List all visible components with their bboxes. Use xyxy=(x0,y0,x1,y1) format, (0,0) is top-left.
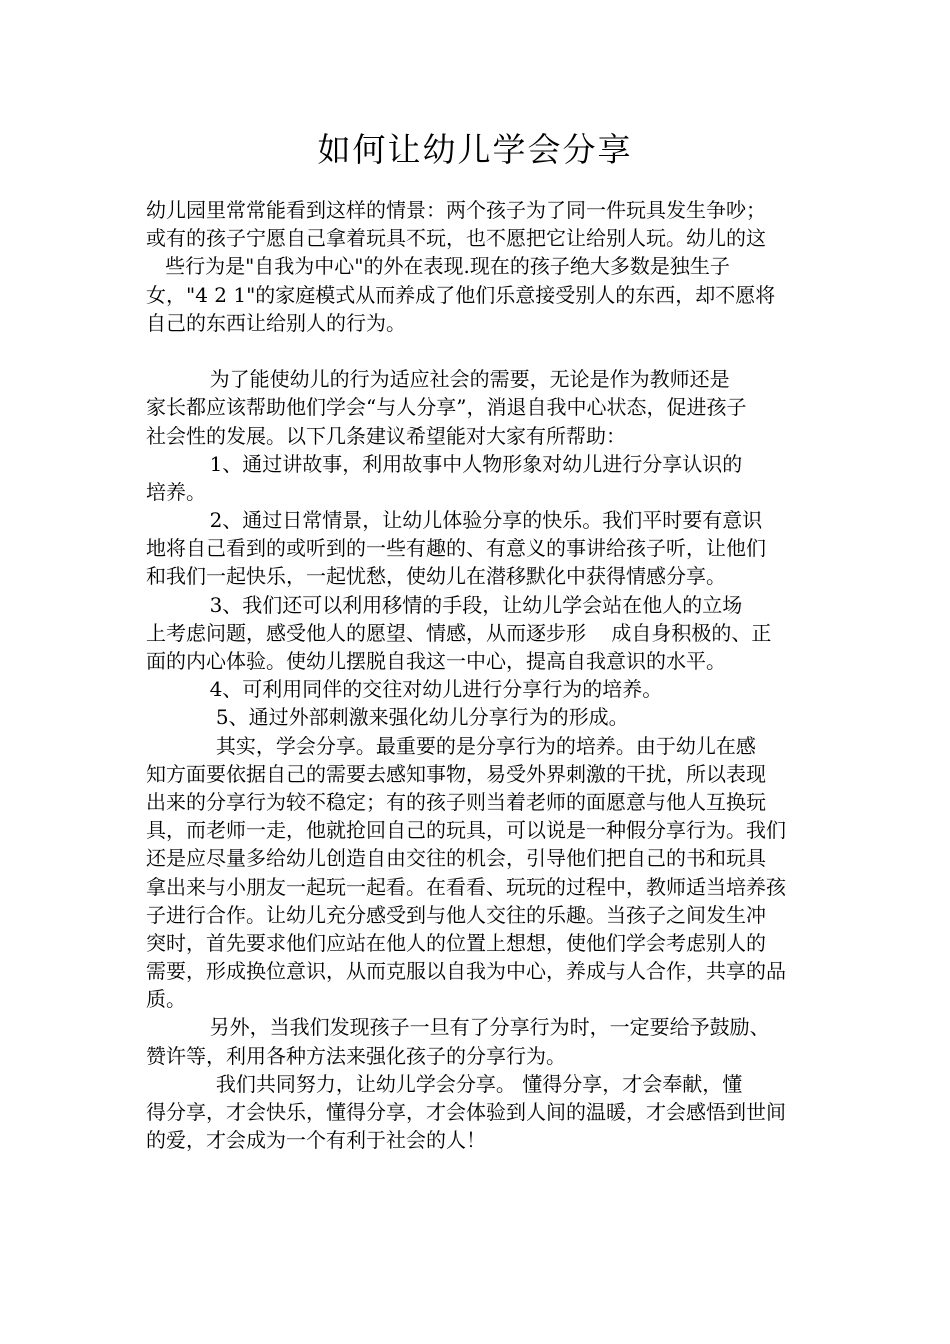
text-line: 面的内心体验。使幼儿摆脱自我这一中心，提高自我意识的水平。 xyxy=(146,649,726,673)
text-line: 突时，首先要求他们应站在他人的位置上想想，使他们学会考虑别人的 xyxy=(146,930,766,955)
text-line: 质。 xyxy=(146,987,186,1012)
text-line: 社会性的发展。以下几条建议希望能对大家有所帮助： xyxy=(146,423,626,448)
text-line: 还是应尽量多给幼儿创造自由交往的机会，引导他们把自己的书和玩具 xyxy=(146,846,766,871)
text-line: 知方面要依据自己的需要去感知事物，易受外界刺激的干扰，所以表现 xyxy=(146,761,766,786)
text-line: 需要，形成换位意识，从而克服以自我为中心，养成与人合作，共享的品 xyxy=(146,959,786,984)
text-line: 幼儿园里常常能看到这样的情景：两个孩子为了同一件玩具发生争吵； xyxy=(146,198,766,222)
text-line: 些行为是"自我为中心"的外在表现.现在的孩子绝大多数是独生子 xyxy=(146,254,730,279)
text-line: 女，"4 2 1"的家庭模式从而养成了他们乐意接受别人的东西，却不愿将 xyxy=(146,282,776,307)
text-line: 我们共同努力，让幼儿学会分享。 懂得分享，才会奉献，懂 xyxy=(146,1071,743,1096)
text-line: 或有的孩子宁愿自己拿着玩具不玩，也不愿把它让给别人玩。幼儿的这 xyxy=(146,226,766,251)
text-line: 为了能使幼儿的行为适应社会的需要，无论是作为教师还是 xyxy=(146,367,730,392)
text-line: 5、通过外部刺激来强化幼儿分享行为的形成。 xyxy=(146,705,629,730)
text-line: 赞许等，利用各种方法来强化孩子的分享行为。 xyxy=(146,1043,566,1068)
text-line: 2、通过日常情景，让幼儿体验分享的快乐。我们平时要有意识 xyxy=(146,508,763,533)
text-line: 上考虑问题，感受他人的愿望、情感，从而逐步形 成自身积极的、正 xyxy=(146,620,772,645)
text-line: 得分享，才会快乐，懂得分享，才会体验到人间的温暖，才会感悟到世间 xyxy=(146,1100,786,1124)
text-line: 3、我们还可以利用移情的手段，让幼儿学会站在他人的立场 xyxy=(146,592,743,617)
text-line: 4、可利用同伴的交往对幼儿进行分享行为的培养。 xyxy=(146,677,663,702)
text-line: 具，而老师一走，他就抢回自己的玩具，可以说是一种假分享行为。我们 xyxy=(146,818,786,843)
text-line: 拿出来与小朋友一起玩一起看。在看看、玩玩的过程中，教师适当培养孩 xyxy=(146,874,786,899)
document-title: 如何让幼儿学会分享 xyxy=(317,130,633,169)
text-line: 地将自己看到的或听到的一些有趣的、有意义的事讲给孩子听，让他们 xyxy=(146,536,766,561)
text-line: 其实，学会分享。最重要的是分享行为的培养。由于幼儿在感 xyxy=(146,733,756,758)
text-line: 另外，当我们发现孩子一旦有了分享行为时，一定要给予鼓励、 xyxy=(146,1015,770,1040)
text-line: 的爱，才会成为一个有利于社会的人！ xyxy=(146,1128,486,1153)
text-line: 家长都应该帮助他们学会“与人分享”，消退自我中心状态，促进孩子 xyxy=(146,395,747,420)
text-line: 自己的东西让给别人的行为。 xyxy=(146,310,406,335)
document-body xyxy=(146,196,826,1154)
text-line: 出来的分享行为较不稳定；有的孩子则当着老师的面愿意与他人互换玩 xyxy=(146,789,766,814)
text-line: 和我们一起快乐，一起忧愁，使幼儿在潜移默化中获得情感分享。 xyxy=(146,564,726,589)
text-line: 培养。 xyxy=(146,479,206,504)
text-line: 1、通过讲故事，利用故事中人物形象对幼儿进行分享认识的 xyxy=(146,451,743,476)
text-line: 子进行合作。让幼儿充分感受到与他人交往的乐趣。当孩子之间发生冲 xyxy=(146,902,766,927)
text-line xyxy=(146,337,826,365)
